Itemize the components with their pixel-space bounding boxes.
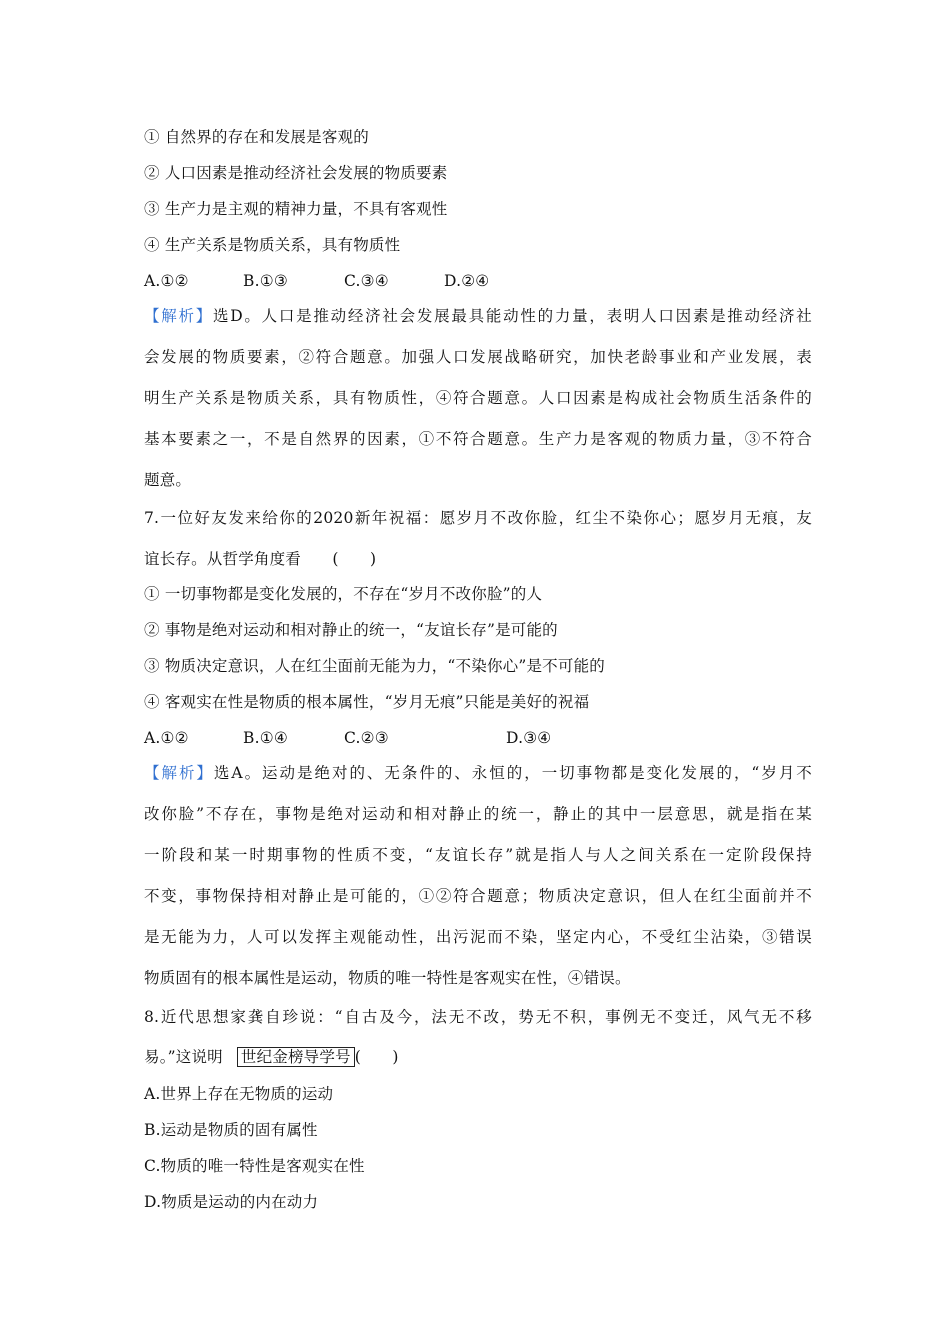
q6-option-a: A.①② xyxy=(144,272,189,290)
q7-statement-1: ① 一切事物都是变化发展的，不存在“岁月不改你脸”的人 xyxy=(144,585,543,603)
q8-option-c: C.物质的唯一特性是客观实在性 xyxy=(144,1157,365,1175)
q7-option-d: D.③④ xyxy=(506,729,552,747)
q6-statement-1: ① 自然界的存在和发展是客观的 xyxy=(144,128,369,146)
q8-option-a: A.世界上存在无物质的运动 xyxy=(144,1085,334,1103)
q6-analysis-text-1: 选D。人口是推动经济社会发展最具能动性的力量，表明人口因素是推动经济社 xyxy=(213,307,812,325)
q6-analysis-line-4: 基本要素之一，不是自然界的因素，①不符合题意。生产力是客观的物质力量，③不符合 xyxy=(144,430,812,448)
q8-option-d: D.物质是运动的内在动力 xyxy=(144,1193,319,1211)
q7-statement-4: ④ 客观实在性是物质的根本属性，“岁月无痕”只能是美好的祝福 xyxy=(144,693,590,711)
q6-statement-2: ② 人口因素是推动经济社会发展的物质要素 xyxy=(144,164,448,182)
q7-analysis-line-1 xyxy=(144,763,812,783)
q7-analysis-line-2: 改你脸”不存在，事物是绝对运动和相对静止的统一，静止的其中一层意思，就是指在某 xyxy=(144,805,812,823)
q6-option-d: D.②④ xyxy=(444,272,490,290)
q7-option-b: B.①④ xyxy=(243,729,288,747)
q6-analysis-line-5: 题意。 xyxy=(144,471,192,489)
q7-stem-line-2: 谊长存。从哲学角度看 ( ) xyxy=(144,550,377,568)
q8-stem-prefix: 易。”这说明 xyxy=(144,1048,223,1066)
q7-statement-3: ③ 物质决定意识，人在红尘面前无能为力，“不染你心”是不可能的 xyxy=(144,657,605,675)
q6-analysis-tag: 【解析】 xyxy=(144,307,213,325)
q7-option-c: C.②③ xyxy=(344,729,389,747)
q8-stem-line-1: 8.近代思想家龚自珍说：“自古及今，法无不改，势无不积，事例无不变迁，风气无不移 xyxy=(144,1008,812,1026)
q7-analysis-text-1: 选A。运动是绝对的、无条件的、永恒的，一切事物都是变化发展的，“岁月不 xyxy=(213,764,812,782)
q6-statement-3: ③ 生产力是主观的精神力量，不具有客观性 xyxy=(144,200,448,218)
q6-statement-4: ④ 生产关系是物质关系，具有物质性 xyxy=(144,236,401,254)
q8-option-b: B.运动是物质的固有属性 xyxy=(144,1121,318,1139)
q7-analysis-line-5: 是无能为力，人可以发挥主观能动性，出污泥而不染，坚定内心，不受红尘沾染，③错误 xyxy=(144,928,812,946)
q6-analysis-line-2: 会发展的物质要素，②符合题意。加强人口发展战略研究，加快老龄事业和产业发展，表 xyxy=(144,348,812,366)
q7-option-a: A.①② xyxy=(144,729,189,747)
q7-analysis-line-6: 物质固有的根本属性是运动，物质的唯一特性是客观实在性，④错误。 xyxy=(144,969,631,987)
q6-option-c: C.③④ xyxy=(344,272,389,290)
q7-analysis-line-4: 不变，事物保持相对静止是可能的，①②符合题意；物质决定意识，但人在红尘面前并不 xyxy=(144,887,812,905)
q8-stem-suffix: ( ) xyxy=(354,1048,399,1066)
q8-boxed-label: 世纪金榜导学号 xyxy=(237,1047,355,1067)
q7-statement-2: ② 事物是绝对运动和相对静止的统一，“友谊长存”是可能的 xyxy=(144,621,558,639)
q7-analysis-tag: 【解析】 xyxy=(144,764,214,782)
q6-option-b: B.①③ xyxy=(243,272,288,290)
q7-stem-line-1: 7.一位好友发来给你的2020新年祝福：愿岁月不改你脸，红尘不染你心；愿岁月无痕，友 xyxy=(144,509,812,527)
q8-stem-line-2 xyxy=(144,1047,812,1067)
q6-analysis-line-1 xyxy=(144,306,812,326)
q7-analysis-line-3: 一阶段和某一时期事物的性质不变，“友谊长存”就是指人与人之间关系在一定阶段保持 xyxy=(144,846,812,864)
q6-analysis-line-3: 明生产关系是物质关系，具有物质性，④符合题意。人口因素是构成社会物质生活条件的 xyxy=(144,389,812,407)
